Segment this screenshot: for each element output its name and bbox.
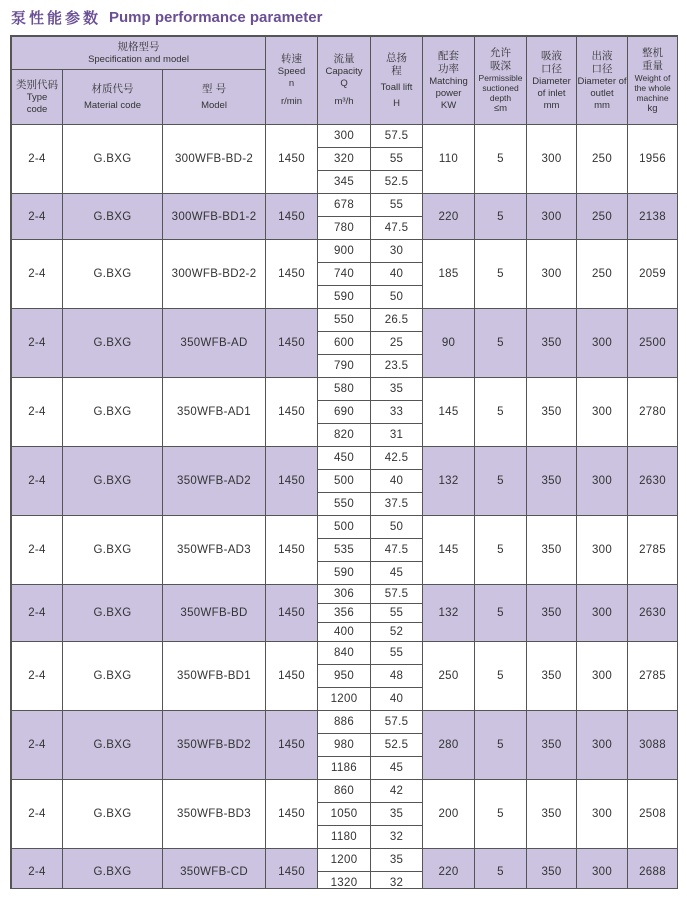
capacity-cell: 535 bbox=[318, 539, 371, 562]
inlet-cell: 350 bbox=[527, 516, 577, 585]
weight-cell: 2688 bbox=[628, 849, 678, 890]
model-cell: 300WFB-BD2-2 bbox=[163, 240, 266, 309]
suction-cell: 5 bbox=[475, 447, 527, 516]
weight-cell: 2059 bbox=[628, 240, 678, 309]
lift-header: 总扬程 Toall lift H bbox=[371, 37, 423, 125]
model-cell: 350WFB-BD1 bbox=[163, 642, 266, 711]
power-cell: 145 bbox=[423, 516, 475, 585]
suction-cell: 5 bbox=[475, 125, 527, 194]
lift-cell: 32 bbox=[371, 826, 423, 849]
weight-cell: 2500 bbox=[628, 309, 678, 378]
performance-table-frame bbox=[10, 35, 678, 889]
title-cn: 泵性能参数 bbox=[11, 8, 102, 27]
inlet-header: 吸液口径 Diameter of inlet mm bbox=[527, 37, 577, 125]
capacity-cell: 590 bbox=[318, 286, 371, 309]
capacity-cell: 740 bbox=[318, 263, 371, 286]
capacity-cell: 840 bbox=[318, 642, 371, 665]
table-row bbox=[12, 240, 678, 263]
speed-cell: 1450 bbox=[266, 194, 318, 240]
type-code-cell: 2-4 bbox=[12, 585, 63, 642]
inlet-cell: 300 bbox=[527, 240, 577, 309]
page-title bbox=[11, 5, 322, 29]
lift-cell: 40 bbox=[371, 688, 423, 711]
material-code-cell: G.BXG bbox=[63, 378, 163, 447]
lift-cell: 52.5 bbox=[371, 734, 423, 757]
power-cell: 185 bbox=[423, 240, 475, 309]
capacity-cell: 950 bbox=[318, 665, 371, 688]
outlet-cell: 300 bbox=[577, 447, 628, 516]
speed-cell: 1450 bbox=[266, 642, 318, 711]
capacity-cell: 450 bbox=[318, 447, 371, 470]
speed-cell: 1450 bbox=[266, 240, 318, 309]
speed-cell: 1450 bbox=[266, 447, 318, 516]
lift-cell: 40 bbox=[371, 263, 423, 286]
speed-cell: 1450 bbox=[266, 309, 318, 378]
outlet-cell: 300 bbox=[577, 642, 628, 711]
table-row bbox=[12, 194, 678, 217]
table-row bbox=[12, 849, 678, 872]
model-cell: 350WFB-AD3 bbox=[163, 516, 266, 585]
suction-cell: 5 bbox=[475, 240, 527, 309]
capacity-cell: 600 bbox=[318, 332, 371, 355]
lift-cell: 55 bbox=[371, 642, 423, 665]
outlet-header: 出液口径 Diameter of outlet mm bbox=[577, 37, 628, 125]
capacity-cell: 580 bbox=[318, 378, 371, 401]
model-cell: 350WFB-AD bbox=[163, 309, 266, 378]
power-cell: 132 bbox=[423, 585, 475, 642]
model-cell: 350WFB-BD bbox=[163, 585, 266, 642]
model-header: 型 号 Model bbox=[163, 70, 266, 125]
table-row bbox=[12, 585, 678, 604]
table-row bbox=[12, 378, 678, 401]
material-code-cell: G.BXG bbox=[63, 447, 163, 516]
suction-cell: 5 bbox=[475, 309, 527, 378]
type-code-cell: 2-4 bbox=[12, 516, 63, 585]
suction-cell: 5 bbox=[475, 780, 527, 849]
material-code-cell: G.BXG bbox=[63, 240, 163, 309]
capacity-cell: 550 bbox=[318, 309, 371, 332]
weight-cell: 2508 bbox=[628, 780, 678, 849]
suction-cell: 5 bbox=[475, 194, 527, 240]
speed-cell: 1450 bbox=[266, 378, 318, 447]
material-code-cell: G.BXG bbox=[63, 585, 163, 642]
lift-cell: 25 bbox=[371, 332, 423, 355]
suction-cell: 5 bbox=[475, 711, 527, 780]
capacity-cell: 306 bbox=[318, 585, 371, 604]
weight-cell: 2785 bbox=[628, 642, 678, 711]
power-cell: 250 bbox=[423, 642, 475, 711]
material-code-cell: G.BXG bbox=[63, 309, 163, 378]
lift-cell: 42 bbox=[371, 780, 423, 803]
type-code-cell: 2-4 bbox=[12, 125, 63, 194]
speed-cell: 1450 bbox=[266, 516, 318, 585]
inlet-cell: 350 bbox=[527, 780, 577, 849]
power-header: 配套功率 Matching power KW bbox=[423, 37, 475, 125]
capacity-header: 流量 Capacity Q m³/h bbox=[318, 37, 371, 125]
lift-cell: 50 bbox=[371, 516, 423, 539]
lift-cell: 37.5 bbox=[371, 493, 423, 516]
material-code-cell: G.BXG bbox=[63, 849, 163, 890]
lift-cell: 55 bbox=[371, 148, 423, 171]
lift-cell: 50 bbox=[371, 286, 423, 309]
table-row bbox=[12, 447, 678, 470]
capacity-cell: 1186 bbox=[318, 757, 371, 780]
suction-cell: 5 bbox=[475, 585, 527, 642]
type-code-header: 类别代码 Type code bbox=[12, 70, 63, 125]
lift-cell: 55 bbox=[371, 604, 423, 623]
table-row bbox=[12, 711, 678, 734]
capacity-cell: 886 bbox=[318, 711, 371, 734]
weight-cell: 1956 bbox=[628, 125, 678, 194]
capacity-cell: 780 bbox=[318, 217, 371, 240]
capacity-cell: 1180 bbox=[318, 826, 371, 849]
power-cell: 110 bbox=[423, 125, 475, 194]
power-cell: 200 bbox=[423, 780, 475, 849]
capacity-cell: 1050 bbox=[318, 803, 371, 826]
capacity-cell: 356 bbox=[318, 604, 371, 623]
table-row bbox=[12, 516, 678, 539]
material-code-cell: G.BXG bbox=[63, 642, 163, 711]
power-cell: 145 bbox=[423, 378, 475, 447]
type-code-cell: 2-4 bbox=[12, 378, 63, 447]
inlet-cell: 350 bbox=[527, 447, 577, 516]
capacity-cell: 678 bbox=[318, 194, 371, 217]
lift-cell: 35 bbox=[371, 849, 423, 872]
weight-cell: 2780 bbox=[628, 378, 678, 447]
type-code-cell: 2-4 bbox=[12, 780, 63, 849]
type-code-cell: 2-4 bbox=[12, 194, 63, 240]
capacity-cell: 1200 bbox=[318, 688, 371, 711]
weight-cell: 2138 bbox=[628, 194, 678, 240]
lift-cell: 52 bbox=[371, 623, 423, 642]
model-cell: 350WFB-AD2 bbox=[163, 447, 266, 516]
spec-header: 规格型号 Specification and model bbox=[12, 37, 266, 70]
lift-cell: 55 bbox=[371, 194, 423, 217]
model-cell: 350WFB-BD2 bbox=[163, 711, 266, 780]
capacity-cell: 820 bbox=[318, 424, 371, 447]
speed-cell: 1450 bbox=[266, 849, 318, 890]
material-code-cell: G.BXG bbox=[63, 711, 163, 780]
model-cell: 300WFB-BD-2 bbox=[163, 125, 266, 194]
capacity-cell: 550 bbox=[318, 493, 371, 516]
type-code-cell: 2-4 bbox=[12, 240, 63, 309]
weight-cell: 3088 bbox=[628, 711, 678, 780]
outlet-cell: 300 bbox=[577, 309, 628, 378]
lift-cell: 35 bbox=[371, 803, 423, 826]
capacity-cell: 500 bbox=[318, 470, 371, 493]
material-code-cell: G.BXG bbox=[63, 780, 163, 849]
weight-cell: 2785 bbox=[628, 516, 678, 585]
capacity-cell: 1320 bbox=[318, 872, 371, 890]
outlet-cell: 300 bbox=[577, 711, 628, 780]
speed-cell: 1450 bbox=[266, 125, 318, 194]
capacity-cell: 860 bbox=[318, 780, 371, 803]
power-cell: 280 bbox=[423, 711, 475, 780]
performance-table bbox=[11, 36, 678, 889]
header-row-1 bbox=[12, 37, 678, 70]
weight-cell: 2630 bbox=[628, 585, 678, 642]
suction-cell: 5 bbox=[475, 516, 527, 585]
table-row bbox=[12, 125, 678, 148]
model-cell: 300WFB-BD1-2 bbox=[163, 194, 266, 240]
capacity-cell: 345 bbox=[318, 171, 371, 194]
capacity-cell: 400 bbox=[318, 623, 371, 642]
lift-cell: 47.5 bbox=[371, 217, 423, 240]
capacity-cell: 980 bbox=[318, 734, 371, 757]
material-code-cell: G.BXG bbox=[63, 516, 163, 585]
lift-cell: 47.5 bbox=[371, 539, 423, 562]
outlet-cell: 300 bbox=[577, 378, 628, 447]
inlet-cell: 350 bbox=[527, 711, 577, 780]
table-row bbox=[12, 642, 678, 665]
power-cell: 132 bbox=[423, 447, 475, 516]
type-code-cell: 2-4 bbox=[12, 642, 63, 711]
suction-cell: 5 bbox=[475, 642, 527, 711]
capacity-cell: 690 bbox=[318, 401, 371, 424]
lift-cell: 42.5 bbox=[371, 447, 423, 470]
lift-cell: 57.5 bbox=[371, 125, 423, 148]
capacity-cell: 790 bbox=[318, 355, 371, 378]
type-code-cell: 2-4 bbox=[12, 447, 63, 516]
capacity-cell: 590 bbox=[318, 562, 371, 585]
type-code-cell: 2-4 bbox=[12, 849, 63, 890]
outlet-cell: 300 bbox=[577, 585, 628, 642]
inlet-cell: 350 bbox=[527, 309, 577, 378]
type-code-cell: 2-4 bbox=[12, 309, 63, 378]
outlet-cell: 250 bbox=[577, 194, 628, 240]
table-row bbox=[12, 780, 678, 803]
model-cell: 350WFB-CD bbox=[163, 849, 266, 890]
suction-cell: 5 bbox=[475, 849, 527, 890]
title-en: Pump performance parameter bbox=[109, 8, 323, 26]
lift-cell: 57.5 bbox=[371, 711, 423, 734]
model-cell: 350WFB-BD3 bbox=[163, 780, 266, 849]
lift-cell: 32 bbox=[371, 872, 423, 890]
material-code-cell: G.BXG bbox=[63, 194, 163, 240]
speed-cell: 1450 bbox=[266, 780, 318, 849]
inlet-cell: 350 bbox=[527, 642, 577, 711]
inlet-cell: 350 bbox=[527, 585, 577, 642]
power-cell: 220 bbox=[423, 194, 475, 240]
outlet-cell: 300 bbox=[577, 780, 628, 849]
outlet-cell: 300 bbox=[577, 849, 628, 890]
lift-cell: 33 bbox=[371, 401, 423, 424]
capacity-cell: 500 bbox=[318, 516, 371, 539]
speed-cell: 1450 bbox=[266, 585, 318, 642]
lift-cell: 35 bbox=[371, 378, 423, 401]
weight-header: 整机重量 Weight of the whole machine kg bbox=[628, 37, 678, 125]
lift-cell: 48 bbox=[371, 665, 423, 688]
capacity-cell: 300 bbox=[318, 125, 371, 148]
lift-cell: 57.5 bbox=[371, 585, 423, 604]
lift-cell: 40 bbox=[371, 470, 423, 493]
outlet-cell: 300 bbox=[577, 516, 628, 585]
power-cell: 220 bbox=[423, 849, 475, 890]
outlet-cell: 250 bbox=[577, 125, 628, 194]
speed-cell: 1450 bbox=[266, 711, 318, 780]
table-body bbox=[12, 125, 678, 890]
inlet-cell: 300 bbox=[527, 194, 577, 240]
inlet-cell: 300 bbox=[527, 125, 577, 194]
inlet-cell: 350 bbox=[527, 378, 577, 447]
type-code-cell: 2-4 bbox=[12, 711, 63, 780]
lift-cell: 52.5 bbox=[371, 171, 423, 194]
lift-cell: 45 bbox=[371, 562, 423, 585]
outlet-cell: 250 bbox=[577, 240, 628, 309]
suction-header: 允许吸深 Permissible suctioned depth ≤m bbox=[475, 37, 527, 125]
model-cell: 350WFB-AD1 bbox=[163, 378, 266, 447]
lift-cell: 26.5 bbox=[371, 309, 423, 332]
capacity-cell: 320 bbox=[318, 148, 371, 171]
inlet-cell: 350 bbox=[527, 849, 577, 890]
weight-cell: 2630 bbox=[628, 447, 678, 516]
capacity-cell: 1200 bbox=[318, 849, 371, 872]
lift-cell: 31 bbox=[371, 424, 423, 447]
lift-cell: 45 bbox=[371, 757, 423, 780]
suction-cell: 5 bbox=[475, 378, 527, 447]
material-code-header: 材质代号 Material code bbox=[63, 70, 163, 125]
lift-cell: 30 bbox=[371, 240, 423, 263]
capacity-cell: 900 bbox=[318, 240, 371, 263]
material-code-cell: G.BXG bbox=[63, 125, 163, 194]
power-cell: 90 bbox=[423, 309, 475, 378]
speed-header: 转速 Speed n r/min bbox=[266, 37, 318, 125]
table-row bbox=[12, 309, 678, 332]
lift-cell: 23.5 bbox=[371, 355, 423, 378]
